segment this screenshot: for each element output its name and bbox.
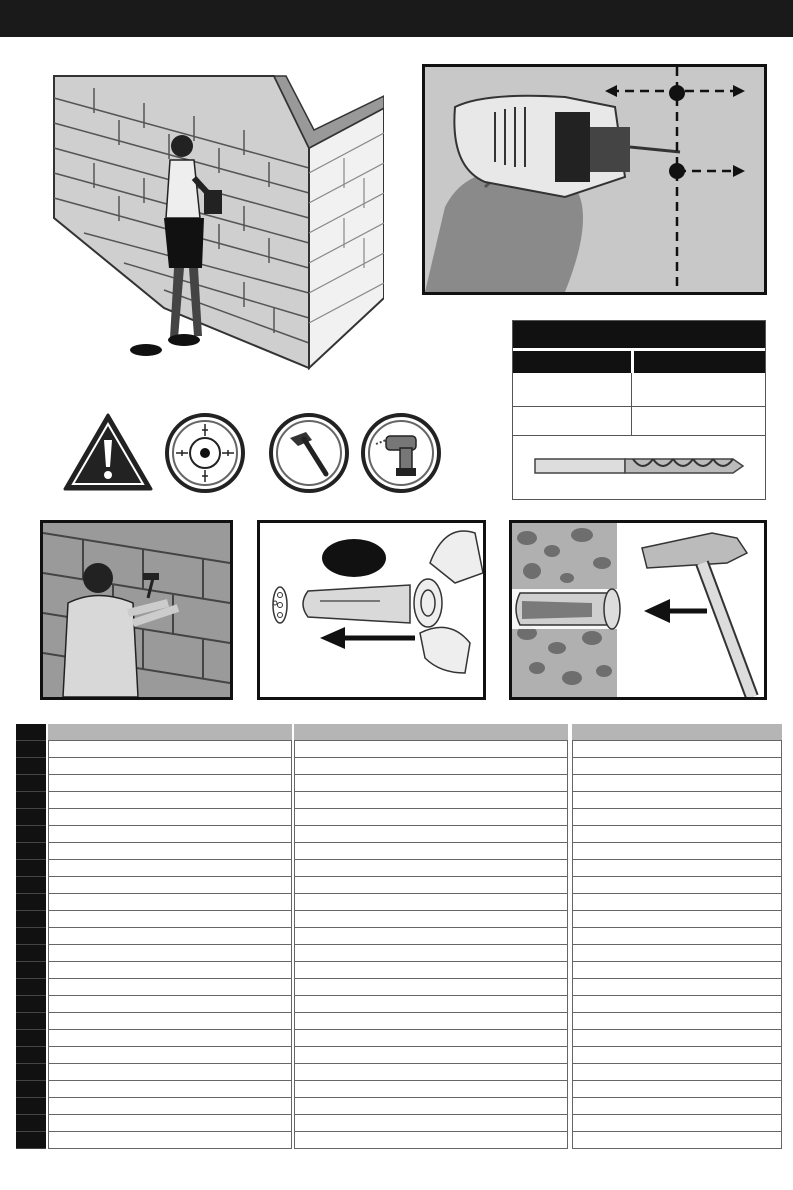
row-index-cell (16, 1098, 46, 1115)
table-cell (294, 979, 568, 996)
table-cell (48, 928, 292, 945)
table-cell (294, 962, 568, 979)
table-cell (48, 775, 292, 792)
table-cell (294, 826, 568, 843)
row-index-cell (16, 894, 46, 911)
table-cell (48, 894, 292, 911)
row-index-cell (16, 1115, 46, 1132)
row-index-cell (16, 962, 46, 979)
row-index-cell (16, 1030, 46, 1047)
table-cell (48, 1064, 292, 1081)
table-cell (294, 1132, 568, 1149)
target-icon (164, 412, 246, 494)
table-cell (294, 1064, 568, 1081)
spec-table-title (513, 321, 765, 348)
row-index-cell (16, 1132, 46, 1149)
table-cell (572, 758, 782, 775)
row-index-cell (16, 979, 46, 996)
table-cell (294, 945, 568, 962)
table-cell (294, 1115, 568, 1132)
table-cell (572, 792, 782, 809)
table-cell (294, 1098, 568, 1115)
table-cell (572, 928, 782, 945)
row-index-cell (16, 1013, 46, 1030)
drill-closeup-panel (422, 64, 767, 295)
spec-cell (632, 407, 765, 436)
table-cell (48, 843, 292, 860)
row-index-cell (16, 996, 46, 1013)
drill-icon (360, 412, 442, 494)
table-cell (294, 1081, 568, 1098)
table-cell (294, 1030, 568, 1047)
table-cell (572, 996, 782, 1013)
table-cell (294, 894, 568, 911)
table-cell (294, 758, 568, 775)
table-cell (48, 792, 292, 809)
table-cell (572, 809, 782, 826)
table-cell (572, 1030, 782, 1047)
table-cell (294, 724, 568, 741)
row-index-cell (16, 911, 46, 928)
row-index-cell (16, 945, 46, 962)
anchor-hammer-panel (509, 520, 767, 700)
table-cell (572, 1064, 782, 1081)
table-cell (294, 775, 568, 792)
parts-table (16, 724, 782, 1178)
anchor-insert-panel (257, 520, 486, 700)
table-cell (294, 860, 568, 877)
table-cell (294, 996, 568, 1013)
table-cell (294, 792, 568, 809)
wall-worker-illustration (24, 68, 384, 380)
table-cell (572, 1115, 782, 1132)
row-index-cell (16, 1081, 46, 1098)
row-index-cell (16, 724, 46, 741)
table-cell (48, 877, 292, 894)
warning-icon (62, 412, 154, 492)
table-cell (572, 911, 782, 928)
table-cell (572, 775, 782, 792)
spec-header-right (634, 351, 765, 373)
table-cell (294, 928, 568, 945)
table-cell (48, 996, 292, 1013)
table-cell (294, 911, 568, 928)
table-cell (572, 741, 782, 758)
row-index-cell (16, 860, 46, 877)
table-cell (48, 979, 292, 996)
table-cell (48, 1098, 292, 1115)
table-cell (48, 962, 292, 979)
table-cell (294, 843, 568, 860)
table-cell (48, 826, 292, 843)
hammer-icon (268, 412, 350, 494)
spec-header-left (513, 351, 631, 373)
drill-spec-table (512, 320, 766, 500)
table-cell (572, 1098, 782, 1115)
table-cell (572, 860, 782, 877)
table-cell (572, 1047, 782, 1064)
table-cell (48, 1013, 292, 1030)
table-cell (572, 877, 782, 894)
row-index-cell (16, 877, 46, 894)
table-cell (294, 741, 568, 758)
table-cell (48, 1115, 292, 1132)
spec-cell (513, 373, 632, 407)
table-cell (48, 809, 292, 826)
table-cell (48, 1047, 292, 1064)
table-cell (48, 758, 292, 775)
table-cell (48, 1132, 292, 1149)
table-cell (572, 843, 782, 860)
table-cell (294, 1013, 568, 1030)
row-index-cell (16, 792, 46, 809)
spec-cell (632, 373, 765, 407)
table-cell (48, 724, 292, 741)
hammer-worker-panel (40, 520, 233, 700)
table-cell (48, 1081, 292, 1098)
header-bar (0, 0, 793, 37)
row-index-cell (16, 741, 46, 758)
table-cell (48, 741, 292, 758)
row-index-cell (16, 826, 46, 843)
spec-cell (513, 407, 632, 436)
row-index-cell (16, 758, 46, 775)
row-index-cell (16, 809, 46, 826)
table-cell (294, 809, 568, 826)
row-index-cell (16, 928, 46, 945)
table-cell (48, 911, 292, 928)
table-cell (572, 724, 782, 741)
table-cell (294, 1047, 568, 1064)
drill-bit-image (533, 449, 745, 485)
table-cell (572, 1132, 782, 1149)
row-index-cell (16, 1064, 46, 1081)
table-cell (48, 1030, 292, 1047)
table-cell (572, 1013, 782, 1030)
table-cell (572, 894, 782, 911)
row-index-cell (16, 775, 46, 792)
table-cell (48, 945, 292, 962)
table-cell (572, 826, 782, 843)
table-cell (572, 962, 782, 979)
row-index-cell (16, 843, 46, 860)
row-index-cell (16, 1047, 46, 1064)
table-cell (572, 945, 782, 962)
table-cell (572, 1081, 782, 1098)
table-cell (48, 860, 292, 877)
table-cell (294, 877, 568, 894)
table-cell (572, 979, 782, 996)
